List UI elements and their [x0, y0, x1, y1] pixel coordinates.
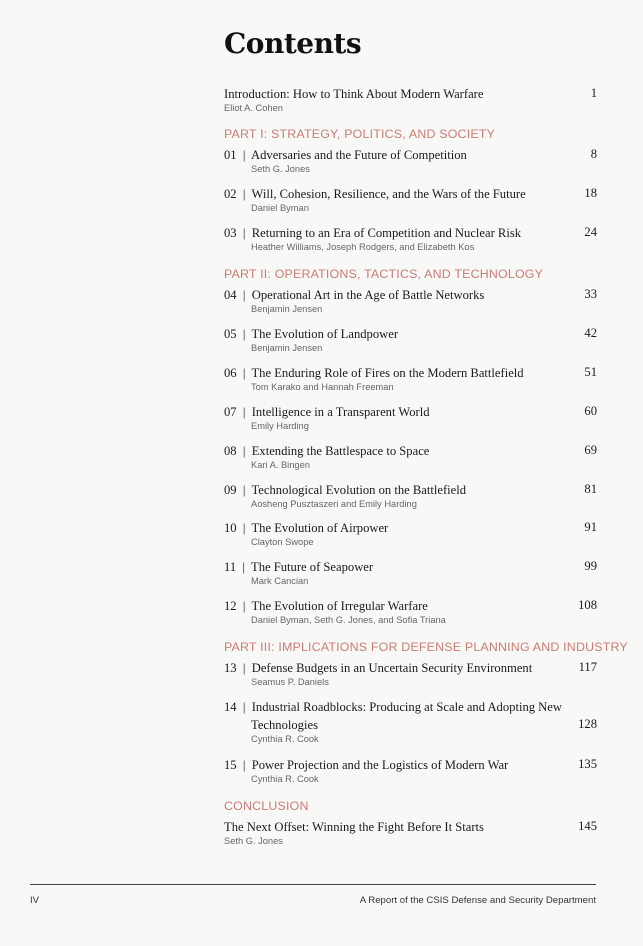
part-heading: PART III: IMPLICATIONS FOR DEFENSE PLANNING AND INDUSTRY: [224, 640, 628, 654]
entry-page-number: 135: [578, 757, 597, 771]
toc-entry-chapter[interactable]: 09 | Technological Evolution on the Battlefield 81 Aosheng Pusztaszeri and Emily Harding: [224, 482, 597, 509]
entry-page-number: 91: [584, 520, 597, 534]
entry-page-number: 60: [584, 404, 597, 418]
entry-title: Power Projection and the Logistics of Modern War: [251, 758, 509, 772]
entry-number: 08: [224, 444, 237, 458]
entry-title: Technological Evolution on the Battlefield: [251, 483, 467, 497]
entry-page-number: 18: [584, 186, 597, 200]
part-heading: PART II: OPERATIONS, TACTICS, AND TECHNOLOGY: [224, 267, 544, 281]
entry-author: Mark Cancian: [251, 576, 309, 586]
toc-entry-chapter[interactable]: 02 | Will, Cohesion, Resilience, and the Wars of the Future 18 Daniel Byman: [224, 186, 597, 213]
toc-entry-chapter[interactable]: 06 | The Enduring Role of Fires on the Modern Battlefield 51 Tom Karako and Hannah Freeman: [224, 365, 597, 392]
entry-author: Seamus P. Daniels: [251, 677, 329, 687]
entry-author: Seth G. Jones: [251, 164, 310, 174]
toc-entry-chapter[interactable]: 01 | Adversaries and the Future of Competition 8 Seth G. Jones: [224, 147, 597, 174]
entry-title: Industrial Roadblocks: Producing at Scale and Adopting New: [251, 700, 562, 714]
entry-author: Cynthia R. Cook: [251, 734, 319, 744]
entry-title: Operational Art in the Age of Battle Networks: [251, 288, 485, 302]
entry-author: Benjamin Jensen: [251, 304, 323, 314]
toc-entry-chapter[interactable]: 13 | Defense Budgets in an Uncertain Security Environment 117 Seamus P. Daniels: [224, 660, 597, 687]
entry-page-number: 1: [590, 86, 597, 100]
entry-title: The Next Offset: Winning the Fight Before It Starts: [224, 820, 484, 834]
entry-author: Eliot A. Cohen: [224, 103, 283, 113]
entry-author: Tom Karako and Hannah Freeman: [251, 382, 394, 392]
entry-page-number: 24: [584, 225, 597, 239]
entry-author: Seth G. Jones: [224, 836, 283, 846]
entry-author: Heather Williams, Joseph Rodgers, and Elizabeth Kos: [251, 242, 475, 252]
entry-number: 09: [224, 483, 237, 497]
entry-author: Clayton Swope: [251, 537, 314, 547]
entry-title: Intelligence in a Transparent World: [251, 405, 430, 419]
entry-page-number: 81: [584, 482, 597, 496]
footer-divider: [30, 884, 596, 885]
entry-number: 01: [224, 148, 237, 162]
entry-title: Defense Budgets in an Uncertain Security Environment: [251, 661, 533, 675]
entry-number: 07: [224, 405, 237, 419]
entry-page-number: 108: [578, 598, 597, 612]
part-heading: PART I: STRATEGY, POLITICS, AND SOCIETY: [224, 127, 496, 141]
entry-author: Daniel Byman, Seth G. Jones, and Sofia Triana: [251, 615, 446, 625]
toc-entry-chapter[interactable]: 07 | Intelligence in a Transparent World 60 Emily Harding: [224, 404, 597, 431]
entry-title: Adversaries and the Future of Competition: [251, 148, 467, 162]
toc-entry-chapter[interactable]: 10 | The Evolution of Airpower 91 Clayton Swope: [224, 520, 597, 547]
entry-number: 13: [224, 661, 237, 675]
toc-entry-chapter[interactable]: 12 | The Evolution of Irregular Warfare 108 Daniel Byman, Seth G. Jones, and Sofia Triana: [224, 598, 597, 625]
entry-title: The Future of Seapower: [251, 560, 374, 574]
toc-entry-chapter[interactable]: 05 | The Evolution of Landpower 42 Benjamin Jensen: [224, 326, 597, 353]
toc-entry-introduction[interactable]: [224, 85, 597, 114]
entry-number: 05: [224, 327, 237, 341]
entry-number: 02: [224, 187, 237, 201]
entry-number: 15: [224, 758, 237, 772]
entry-number: 03: [224, 226, 237, 240]
entry-title-continued: Technologies: [251, 718, 318, 732]
entry-title: Extending the Battlespace to Space: [251, 444, 430, 458]
entry-title: The Evolution of Airpower: [251, 521, 389, 535]
entry-page-number: 51: [584, 365, 597, 379]
entry-author: Benjamin Jensen: [251, 343, 323, 353]
entry-page-number: 8: [590, 147, 597, 161]
entry-page-number: 145: [578, 819, 597, 833]
entry-number: 14: [224, 700, 237, 714]
entry-title: The Enduring Role of Fires on the Modern Battlefield: [251, 366, 524, 380]
entry-page-number: 69: [584, 443, 597, 457]
toc-entry-conclusion[interactable]: [224, 818, 597, 847]
entry-author: Kari A. Bingen: [251, 460, 310, 470]
entry-number: 12: [224, 599, 237, 613]
toc-entry-chapter[interactable]: 14 | Industrial Roadblocks: Producing at Scale and Adopting New Technologies 128 Cynthia R. Cook: [224, 700, 597, 744]
entry-title: Returning to an Era of Competition and Nuclear Risk: [251, 226, 522, 240]
entry-number: 10: [224, 521, 237, 535]
toc-entry-chapter[interactable]: 03 | Returning to an Era of Competition and Nuclear Risk 24 Heather Williams, Joseph Rodgers, and Elizabeth Kos: [224, 225, 597, 252]
entry-page-number: 117: [578, 660, 597, 674]
entry-number: 06: [224, 366, 237, 380]
entry-number: 11: [224, 560, 237, 574]
entry-page-number: 42: [584, 326, 597, 340]
page-title: Contents: [224, 27, 362, 60]
toc-entry-chapter[interactable]: 11 | The Future of Seapower 99 Mark Cancian: [224, 559, 597, 586]
toc-entry-chapter[interactable]: 08 | Extending the Battlespace to Space 69 Kari A. Bingen: [224, 443, 597, 470]
entry-author: Emily Harding: [251, 421, 309, 431]
entry-page-number: 33: [584, 287, 597, 301]
entry-author: Daniel Byman: [251, 203, 309, 213]
entry-title: The Evolution of Irregular Warfare: [251, 599, 428, 613]
entry-title: The Evolution of Landpower: [251, 327, 399, 341]
entry-author: Cynthia R. Cook: [251, 774, 319, 784]
entry-title: Will, Cohesion, Resilience, and the Wars of the Future: [251, 187, 526, 201]
entry-number: 04: [224, 288, 237, 302]
entry-author: Aosheng Pusztaszeri and Emily Harding: [251, 499, 417, 509]
footer-report-line: A Report of the CSIS Defense and Security Department: [359, 895, 596, 906]
entry-page-number: 128: [578, 717, 597, 731]
toc-entry-chapter[interactable]: 15 | Power Projection and the Logistics of Modern War 135 Cynthia R. Cook: [224, 757, 597, 784]
footer-page-number: IV: [30, 895, 40, 906]
part-heading: CONCLUSION: [224, 799, 309, 813]
entry-title: Introduction: How to Think About Modern Warfare: [224, 87, 484, 101]
entry-page-number: 99: [584, 559, 597, 573]
toc-entry-chapter[interactable]: 04 | Operational Art in the Age of Battle Networks 33 Benjamin Jensen: [224, 287, 597, 314]
